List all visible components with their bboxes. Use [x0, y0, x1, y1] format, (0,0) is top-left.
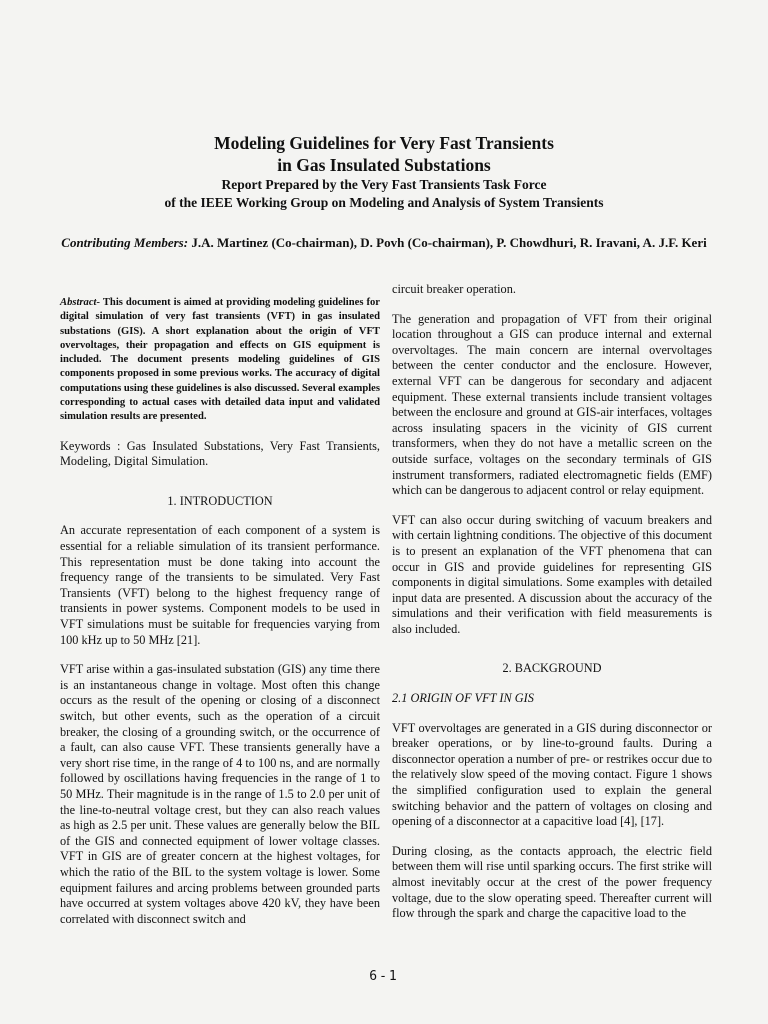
title-line-1: Modeling Guidelines for Very Fast Transients [214, 133, 554, 153]
abstract-label: Abstract- [60, 297, 101, 308]
paper-subtitle [40, 176, 728, 212]
paper-title [40, 132, 728, 176]
keywords [60, 439, 380, 470]
abstract-text: This document is aimed at providing modeling guidelines for digital simulation of very fast transients (VFT) in gas insulated substations (GIS). A short explanation about the origin of VFT overvoltages, their propagation and effects on GIS equipment is included. The document presents modeling guidelines of GIS components proposed in some previous works. The accuracy of digital computations using these guidelines is also discussed. Several examples corresponding to actual cases with detailed data input and validated simulation results are presented. [60, 297, 380, 423]
section-heading-introduction: 1. INTRODUCTION [167, 493, 273, 508]
page-number: 6-1 [369, 969, 399, 984]
subtitle-line-2: of the IEEE Working Group on Modeling and Analysis of System Transients [164, 195, 604, 210]
right-paragraph-2: VFT can also occur during switching of vacuum breakers and with certain lightning conditions. The objective of this document is to present an explanation of the VFT phenomena that can occur in GIS and provide guidelines for representing GIS components in digital simulations. Some examples with detailed input data are presented. A discussion about the accuracy of the simulations and their verification with field measurements is also included. [392, 512, 712, 636]
section-heading-background: 2. BACKGROUND [502, 661, 602, 676]
subtitle-line-1: Report Prepared by the Very Fast Transients Task Force [221, 177, 547, 192]
members-label: Contributing Members: [61, 235, 189, 250]
right-paragraph-4: During closing, as the contacts approach, the electric field between them will rise until sparking occurs. The first strike will almost inevitably occur at the crest of the power frequency voltage, due to the slow operating speed. Thereafter current will flow through the spark and charge the capacitive load to the [392, 843, 712, 921]
right-column [392, 282, 712, 936]
right-paragraph-1: The generation and propagation of VFT from their original location throughout a GIS can produce internal and external overvoltages. The main concern are internal overvoltages between the center conductor and the enclosure. However, external VFT can be dangerous for secondary and adjacent equipment. These external transients include transient voltages between the enclosure and ground at GIS-air interfaces, voltages across insulating spacers in the vicinity of GIS current transformers, when they do not have a metallic screen on the outside surface, voltages on the secondary terminals of GIS instrument transformers, radiated electromagnetic fields (EMF) which can be dangerous to adjacent control or relay equipment. [392, 311, 712, 498]
subsection-heading-origin: 2.1 ORIGIN OF VFT IN GIS [392, 691, 534, 706]
right-paragraph-3: VFT overvoltages are generated in a GIS during disconnector or breaker operations, or by line-to-ground faults. During a disconnector operation a number of pre- or restrikes occur due to the relatively slow speed of the moving contact. Figure 1 shows the simplified configuration used to explain the general switching behavior and the pattern of voltages on closing and opening of a disconnector at a capacitive load [4], [17]. [392, 720, 712, 829]
intro-paragraph-1: An accurate representation of each component of a system is essential for a reliable simulation of its transient performance. This representation must be done taking into account the frequency range of the transients to be simulated. Very Fast Transients (VFT) belong to the highest frequency range of transients in power systems. Component models to be used in VFT simulations must be suitable for frequencies varying from 100 kHz up to 50 MHz [21]. [60, 523, 380, 647]
intro-paragraph-2: VFT arise within a gas-insulated substation (GIS) any time there is an instantaneous change in voltage. Most often this change occurs as the result of the opening or closing of a disconnect switch, but other events, such as the operation of a circuit breaker, the closing of a grounding switch, or the occurrence of a fault, can also cause VFT. These transients generally have a very short rise time, in the range of 4 to 100 ns, and are normally followed by oscillations having frequencies in the range of 1 to 50 MHz. Their magnitude is in the range of 1.5 to 2.0 per unit of the line-to-neutral voltage crest, but they can also reach values as high as 2.5 per unit. These values are generally below the BIL of the GIS and connected equipment of lower voltage classes. VFT in GIS are of greater concern at the highest voltages, for which the ratio of the BIL to the system voltage is lower. Some equipment failures and arcing problems between grounded parts have occurred at system voltages above 420 kV, they have been correlated with disconnect switch and [60, 662, 380, 926]
keywords-label: Keywords [60, 438, 111, 453]
title-line-2: in Gas Insulated Substations [277, 155, 491, 175]
keywords-text: : Gas Insulated Substations, Very Fast Transients, Modeling, Digital Simulation. [60, 438, 380, 469]
contributing-members [40, 234, 728, 251]
continued-text: circuit breaker operation. [392, 282, 516, 296]
members-names: J.A. Martinez (Co-chairman), D. Povh (Co-chairman), P. Chowdhuri, R. Iravani, A. J.F. Keri [188, 235, 707, 250]
left-column [60, 282, 380, 941]
abstract [60, 296, 380, 425]
